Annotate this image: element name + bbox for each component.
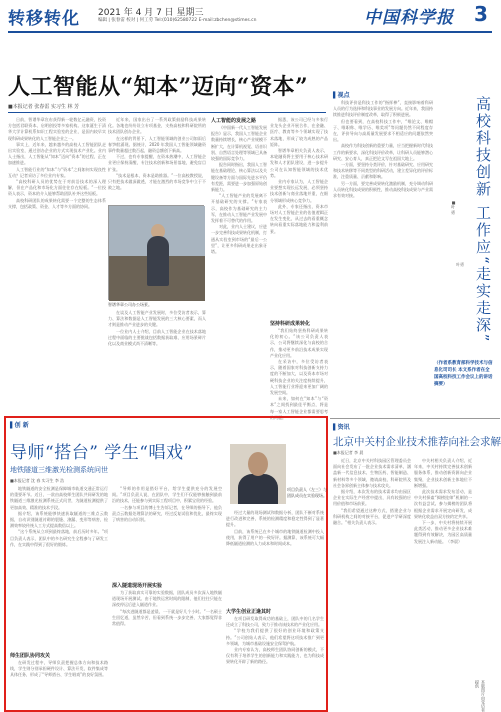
paragraph: 业内专家认为，人工智能企业要想实现长远发展，必须坚持技术创新与商业落地并重，在细分领域形成核心竞争力。 [270, 179, 328, 203]
vertical-headline-line-2: 工作应“走实走深” [474, 204, 492, 344]
paragraph: 经过大量的现场测试和数据分析，团队不断对系统进行改进和完善，系统的检测精度和稳定性得到了显著提升。 [226, 510, 324, 528]
paragraph: 日前，智谱华章宣布获得新一轮数亿元融资，投资方包括君联资本、启明创投等多家机构。这家诞生于清华大学计算机系知识工程实验室的企业，是国内较早实现科研成果转化的人工智能企业之一。 [8, 117, 106, 141]
paragraph: 在采访中，多位受访者表示，随着国家对科技创新支持力度的不断加大，以及资本市场对硬科技企业的关注度持续提升，人工智能行业将迎来更加广阔的发展空间。 [270, 359, 328, 396]
paragraph: “学校为我们提供了很好的创业环境和政策支持。”公司创始人表示，他们希望将这项技术推广到更多领域，为城市基础设施安全保驾护航。 [226, 628, 324, 646]
paragraph: 在研发过程中，导师负责把握总体方向和技术路线，学生则分别承担硬件设计、算法开发、软件集成等具体任务，形成了“导师搭台、学生唱戏”的良好氛围。 [10, 660, 108, 678]
paragraph: 近日，北京中关村科技园区管理委员会面向社会发布了一批企业技术需求清单，涵盖新一代信息技术、生物医药、智能制造、新材料等多个领域，邀请高校、科研院所及社会各界创新主体参与技术攻关。 [333, 458, 411, 488]
featured-headline: 导师“搭台” 学生“唱戏” [10, 443, 193, 463]
page-header [0, 0, 500, 34]
paragraph: 不过，也有专家提醒，在资本热潮中，人工智能企业更应保持清醒，专注技术创新和场景落地，避免盲目扩张。 [108, 154, 206, 172]
featured-subhead-1: 师生团队协同攻关 [10, 653, 51, 659]
paragraph: 业内专家认为，高校师生团队协同创新的模式，不仅有利于培养学生的创新能力和实践能力，也为科技成果转化开辟了新的路径。 [226, 647, 324, 665]
paragraph: 高校作为科技创新的重要力量，应当把握新时代科技工作的新要求，深化科技评价改革，让科研人员能够潜心研究、安心育人，真正把论文写在祖国大地上。 [333, 143, 433, 161]
issue-date: 2021 年 4 月 7 日 星期三 [98, 8, 204, 18]
main-article-column-4 [211, 125, 267, 412]
main-headline: 人工智能从“知本”迈向“资本” [8, 74, 309, 100]
viewpoint-author: ■叶 勇 [451, 200, 456, 215]
featured-column-2 [112, 486, 222, 580]
paragraph: 高校科研团队的成果转化需要一个完整的生态体系支撑，包括政策、资金、人才等多方面的协同。 [8, 197, 106, 209]
paragraph: 一位业内人士介绍，目前人工智能企业在技术落地过程中面临的主要挑战包括数据获取难、应用场景碎片化以及商业模式尚不清晰等。 [108, 328, 206, 347]
news-headline: 北京中关村企业技术推荐向社会求解 [333, 436, 501, 448]
paragraph: “技术是根本，资本是助推器。”一位高校教授说，只有把技术做深做透，才能在激烈的市场竞争中立于不败之地。 [108, 172, 206, 191]
photo-caption: 智谱华章公司办公场景。 [108, 302, 152, 307]
featured-subhead-3: 大学生创业正逢其时 [226, 609, 272, 615]
paragraph: 据介绍，该系统能够快速获取隧道的三维点云数据，自动识别隧道衬砌的裂缝、渗漏、变形等病害，检测效率较传统人工方式提高数倍以上。 [10, 510, 108, 529]
right-divider [330, 418, 500, 419]
editor-info: 编辑 | 张春雷 校对 | 何工劳 Tel:(010)62580722 E-mail:zbchen@stimes.cn [98, 18, 257, 23]
news-column-1 [333, 458, 411, 708]
paragraph: 对此，业内人士建议，应进一步完善科技成果转化机制，打通从实验室到市场的“最后一公里”，让更多科研成果走出象牙塔。 [211, 224, 267, 255]
paragraph: 据悉，该公司已经与多家行业龙头企业开展合作，在金融、医疗、教育等多个领域实现了技术落地，形成了较为成熟的产品矩阵。 [270, 117, 328, 147]
viewpoint-text [333, 100, 433, 410]
featured-subhead: 地铁隧道三维激光检测系统问世 [10, 466, 108, 474]
photo-credit-vertical: 本版图片由受访者提供 [475, 680, 486, 712]
portrait-caption: 项目负责人（左三）与团队成员在实验现场。 [287, 487, 327, 498]
viewpoint-vertical-headline [448, 96, 494, 343]
paragraph: “我们希望通过这种方式，搭建企业与科研机构之间的对接平台，促进产学研深度融合。”相关负责人表示。 [333, 507, 411, 526]
paragraph: 未来，如何在“知本”与“资本”之间找到最佳平衡点，将是每一家人工智能企业都需要思考的问题。 [270, 396, 328, 420]
featured-byline: ■本报记者 沈 春 实习生 李 浩 [10, 478, 65, 483]
paragraph: “人工智能产业的发展离不开基础研究的支撑。”专家表示，高校作为基础研究的主力军，在推动人工智能产业发展中发挥着不可替代的作用。 [211, 193, 267, 224]
paragraph: 为了获取真实可靠的实验数据，团队成员多次深入地铁隧道现场开展测试。由于地铁运营时间的限制，他们往往只能在深夜停运后进入隧道作业。 [112, 590, 222, 608]
paragraph: “导师的作用是搭好平台，给学生提供充分的发展空间。”项目负责人说，在团队中，学生们不仅能够接触到最前沿的技术，还能参与到实际工程项目中，积累宝贵的经验。 [112, 486, 222, 504]
vertical-headline-line-1: 高校科技创新 [474, 96, 492, 198]
paragraph: 地铁隧道的安全检测是保障城市轨道交通正常运行的重要环节。近日，一款由高校师生团队共同研发的地铁隧道三维激光检测系统正式问世，为隧道检测提供了更加高效、精准的技术手段。 [10, 486, 108, 510]
viewpoint-author-caption: 叶勇 [456, 262, 464, 267]
featured-portrait [230, 444, 286, 504]
paragraph: 科技评价是科技工作的“指挥棒”，直接影响着科研人员的行为选择和科技事业的发展方向。近年来，我国持续推进科技评价制度改革，取得了积极进展。 [333, 100, 433, 118]
news-byline: ■本报记者 李 晨 [333, 450, 364, 455]
paragraph: 此外，专家还指出，资本市场对人工智能企业的估值逻辑正在发生变化，从过去的看重概念转向看重实际落地能力和盈利前景。 [270, 203, 328, 234]
paragraph: 近年来，国家出台了一系列政策鼓励科技成果转化。各地也纷纷设立专项基金，支持高校和科研院所的技术团队创办企业。 [108, 117, 206, 135]
featured-column-3 [226, 510, 324, 606]
page-number: 3 [474, 2, 488, 26]
paragraph: 另一方面，要完善成果转化激励机制，充分调动科研人员转化科技成果的积极性，推动高校科技成果与产业需求有效对接。 [333, 180, 433, 199]
featured-column-tag: ▌创 新 [10, 422, 29, 429]
paragraph: “每次进隧道都是凌晨，一干就是好几个小时。”一名硕士生回忆道，虽然辛苦，但看到系统一步步完善，大家都觉得非常值得。 [112, 608, 222, 627]
featured-column-1 [10, 486, 108, 650]
viewpoint-label: ▌视点 [333, 92, 350, 99]
paragraph: 智谱华章相关负责人表示，本轮融资将主要用于核心技术研发和人才团队建设，进一步提升公司在认知智能领域的技术优势。 [270, 148, 328, 178]
featured-column-2b [112, 590, 222, 708]
main-article-column-5 [270, 117, 328, 317]
paragraph: 下一步，中关村将持续开展此类活动，推动更多企业技术难题得到有效解决，为园区高质量发展注入新动能。（李晨） [414, 520, 472, 544]
featured-subhead-2: 深入隧道现场开展实验 [112, 583, 163, 589]
paragraph: “这个系统从立项到最终落地，前后历时多年。”项目负责人表示，团队中的多名研究生全程参与了研发工作，在实践中得到了很好的锻炼。 [10, 529, 108, 547]
paragraph: 报告同时指出，我国人工智能在基础理论、核心算法以及关键设备等方面与国际先进水平仍有差距，需要进一步加强原始创新能力。 [211, 162, 267, 193]
header-rule [8, 31, 492, 33]
news-column-tag: ▌资讯 [333, 424, 350, 431]
paragraph: 人工智能行业的“知本”与“资本”之间如何实现良性互动？记者采访了多位业内专家。 [8, 166, 106, 178]
newspaper-masthead: 中国科学报 [364, 8, 454, 28]
main-article-column-2 [108, 117, 206, 203]
news-column-2 [414, 458, 472, 708]
featured-column-1b [10, 660, 108, 708]
main-article-column-3 [108, 310, 206, 412]
paragraph: 事实上，近年来，越来越多的高校人工智能团队走出实验室，通过创办企业的方式实现技术产业化。业内人士指出，人工智能从“知本”迈向“资本”的过程，正在加速推进。 [8, 141, 106, 166]
subhead-ai-development: 人工智能的发展之路 [211, 118, 257, 124]
paragraph: 但也要看到，在高校科技工作中，“唯论文、唯帽子、唯职称、唯学历、唯奖项”等问题仍然不同程度存在，评价导向与高质量发展要求不相适应的问题依然突出。 [333, 118, 433, 143]
paragraph: 目前，该系统已在多个城市的地铁隧道检测中投入使用，获得了用户的一致好评。据测算，该系统可大幅降低隧道检测的人力成本和时间成本。 [226, 528, 324, 547]
viewpoint-note: （作者系教育部科学技术与信息化司司长 本文系作者在全国高校科技工作会议上的讲话摘要） [434, 361, 493, 387]
paragraph: 在项目研发取得成功的基础上，团队中的几名学生还成立了科技公司，致力于推动该技术的产业化应用。 [226, 616, 324, 628]
paragraph: 中关村相关负责人介绍，近年来，中关村持续完善技术创新服务体系，推动创新资源向企业集聚，企业技术创新主体地位不断增强。 [414, 458, 472, 488]
paragraph: “我们始终坚持科研成果转化的初心。”该公司负责人表示，公司将继续深化与高校的合作，推动更多前沿技术成果实现产业化应用。 [270, 328, 328, 358]
paragraph: 一名参与项目的博士生告诉记者，在导师的指导下，他负责点云数据处理算法的研究，经过反复试验和优化，最终实现了病害的自动识别。 [112, 504, 222, 523]
paragraph: 此次技术需求发布活动，是中关村探索“揭榜挂帅”机制的一次有益尝试。参与揭榜的团队将根据企业需求开展定向研发，成果转化收益由双方按约定共享。 [414, 489, 472, 519]
subhead-research-transfer: 坚持科研成果转化 [270, 321, 311, 327]
main-article-column-6 [270, 328, 328, 420]
paragraph: 一方面，要坚持分类评价，针对基础研究、应用研究和技术转移等不同类型的科研活动，建立差异化的评价标准，注重质量、贡献和影响。 [333, 162, 433, 180]
main-byline: ■本报记者 张春雷 实习生 林 芳 [8, 104, 80, 110]
paragraph: 《中国新一代人工智能发展报告》显示，我国人工智能企业数量持续增长，核心产业规模不断扩大，在计算机视觉、语音识别、自然语言处理等领域已具备较强的国际竞争力。 [211, 125, 267, 162]
article-photo [108, 205, 204, 300]
section-title: 转移转化 [8, 9, 80, 29]
paragraph: 在谈及人工智能产业发展时，多位受访者表示，算力、算法和数据是人工智能发展的三大核心要素，而人才则是推动产业进步的关键。 [108, 310, 206, 328]
paragraph: 据介绍，本次发布的技术需求均由园区企业在实际生产经营中提出，具有较强的应用价值和市场前景。 [333, 489, 411, 507]
headline-divider [8, 112, 326, 113]
featured-column-3b [226, 616, 324, 708]
paragraph: 在这样的背景下，人工智能领域的创业公司如雨后春笋般涌现。据统计，2020 年我国人工智能领域融资事件数量超过数百起，融资总额创下新高。 [108, 135, 206, 154]
paragraph: “高校科研人员的优势在于对前沿技术的深入理解，但在产品化和市场化方面往往存在短板。”一位投资人表示，资本的介入能够帮助团队补齐这些短板。 [8, 179, 106, 197]
main-article-column-1 [8, 117, 106, 412]
